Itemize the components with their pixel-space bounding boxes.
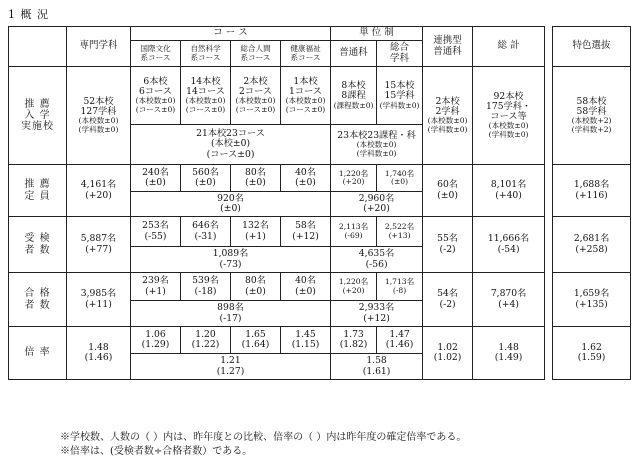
bairitsu-course-kenko: 1.45 (1.15) (281, 327, 331, 354)
teiin-course-kenko: 40名 (±0) (281, 165, 331, 192)
footnotes (60, 431, 466, 458)
teiin-course-kokusai: 240名 (±0) (131, 165, 181, 192)
entrance-summary-table (8, 26, 631, 380)
teiin-sokei: 8,101名 (+40) (473, 165, 545, 217)
header-course-shizen: 自然科学 系コース (181, 41, 231, 67)
schools-sokei: 92本校 175学科・ コース等 (本校数±0) (学科数±0) (473, 67, 545, 165)
header-tani-group: 単 位 制 (331, 27, 423, 41)
column-gap (545, 327, 553, 380)
header-course-group: コ ー ス (131, 27, 331, 41)
schools-course-kokusai: 6本校 6コース (本校数±0) (コース±0) (131, 67, 181, 125)
schools-sogo: 15本校 15学科 (学科数±0) (377, 67, 423, 125)
header-sokei: 総 計 (473, 27, 545, 67)
bairitsu-course-sogo-ningen: 1.65 (1.64) (231, 327, 281, 354)
section-heading: 1 概 況 (8, 8, 49, 21)
header-futsu: 普通科 (331, 41, 377, 67)
teiin-course-total: 920名 (±0) (131, 192, 331, 217)
gokaku-course-total: 898名 (-17) (131, 301, 331, 327)
schools-tokushoku: 58本校 58学科 (本校数+2) (学科数+2) (553, 67, 631, 165)
bairitsu-course-kokusai: 1.06 (1.29) (131, 327, 181, 354)
jyuken-futsu: 2,113名 (-69) (331, 217, 377, 247)
teiin-course-shizen: 560名 (±0) (181, 165, 231, 192)
header-course-kenko: 健康福祉 系コース (281, 41, 331, 67)
row-label-schools: 推 薦 入 学 実施校 (9, 67, 67, 165)
bairitsu-sokei: 1.48 (1.49) (473, 327, 545, 380)
bairitsu-renkei: 1.02 (1.02) (423, 327, 473, 380)
bairitsu-sogo: 1.47 (1.46) (377, 327, 423, 354)
header-course-sogo-ningen: 総合人間 系コース (231, 41, 281, 67)
schools-senmon: 52本校 127学科 (本校数±0) (学科数±0) (67, 67, 131, 165)
teiin-sogo: 1,740名 (±0) (377, 165, 423, 192)
header-tokushoku: 特色選抜 (553, 27, 631, 67)
jyuken-course-kokusai: 253名 (-55) (131, 217, 181, 247)
teiin-tokushoku: 1,688名 (+116) (553, 165, 631, 217)
header-sogo: 総合 学科 (377, 41, 423, 67)
bairitsu-futsu: 1.73 (1.82) (331, 327, 377, 354)
row-label-bairitsu: 倍 率 (9, 327, 67, 380)
bairitsu-tokushoku: 1.62 (1.59) (553, 327, 631, 380)
schools-course-sogo-ningen: 2本校 2コース (本校数±0) (コース±0) (231, 67, 281, 125)
bairitsu-tani-total: 1.58 (1.61) (331, 354, 423, 380)
teiin-futsu: 1,220名 (+20) (331, 165, 377, 192)
row-label-jyuken: 受 検 者 数 (9, 217, 67, 273)
jyuken-course-shizen: 646名 (-31) (181, 217, 231, 247)
bairitsu-senmon: 1.48 (1.46) (67, 327, 131, 380)
gokaku-sogo: 1,713名 (-8) (377, 273, 423, 301)
footnote-comparison: ※学校数、人数の（ ）内は、昨年度との比較、倍率の（ ）内は昨年度の確定倍率である。 (60, 432, 467, 443)
schools-renkei: 2本校 2学科 (本校数±0) (学科数±0) (423, 67, 473, 165)
gokaku-course-kenko: 40名 (±0) (281, 273, 331, 301)
jyuken-course-total: 1,089名 (-73) (131, 247, 331, 273)
bairitsu-course-shizen: 1.20 (1.22) (181, 327, 231, 354)
schools-course-kenko: 1本校 1コース (本校数±0) (コース±0) (281, 67, 331, 125)
gokaku-senmon: 3,985名 (+11) (67, 273, 131, 327)
gokaku-course-sogo-ningen: 80名 (±0) (231, 273, 281, 301)
jyuken-renkei: 55名 (-2) (423, 217, 473, 273)
teiin-renkei: 60名 (±0) (423, 165, 473, 217)
row-label-teiin: 推 薦 定 員 (9, 165, 67, 217)
jyuken-senmon: 5,887名 (+77) (67, 217, 131, 273)
teiin-tani-total: 2,960名 (+20) (331, 192, 423, 217)
teiin-senmon: 4,161名 (+20) (67, 165, 131, 217)
gokaku-sokei: 7,870名 (+4) (473, 273, 545, 327)
schools-futsu: 8本校 8課程 (課程数±0) (331, 67, 377, 125)
footnote-ratio: ※倍率は、(受検者数÷合格者数）である。 (60, 445, 253, 457)
jyuken-course-sogo-ningen: 132名 (+1) (231, 217, 281, 247)
jyuken-sogo: 2,522名 (+13) (377, 217, 423, 247)
schools-course-total: 21本校23コース (本校±0) (コース±0) (131, 125, 331, 165)
header-course-kokusai: 国際文化 系コース (131, 41, 181, 67)
column-gap (545, 67, 553, 165)
gokaku-futsu: 1,220名 (+20) (331, 273, 377, 301)
header-blank (9, 27, 67, 67)
bairitsu-course-total: 1.21 (1.27) (131, 354, 331, 380)
gokaku-tani-total: 2,933名 (+12) (331, 301, 423, 327)
gokaku-renkei: 54名 (-2) (423, 273, 473, 327)
jyuken-tokushoku: 2,681名 (+258) (553, 217, 631, 273)
schools-tani-total: 23本校23課程・科 (本校数±0) (学科数±0) (331, 125, 423, 165)
jyuken-tani-total: 4,635名 (-56) (331, 247, 423, 273)
jyuken-course-kenko: 58名 (+12) (281, 217, 331, 247)
row-label-gokaku: 合 格 者 数 (9, 273, 67, 327)
gokaku-course-kokusai: 239名 (+1) (131, 273, 181, 301)
schools-course-shizen: 14本校 14コース (本校数±0) (コース±0) (181, 67, 231, 125)
column-gap (545, 27, 553, 67)
teiin-course-sogo-ningen: 80名 (±0) (231, 165, 281, 192)
column-gap (545, 217, 553, 273)
header-renkei: 連携型 普通科 (423, 27, 473, 67)
column-gap (545, 273, 553, 327)
gokaku-tokushoku: 1,659名 (+135) (553, 273, 631, 327)
gokaku-course-shizen: 539名 (-18) (181, 273, 231, 301)
column-gap (545, 165, 553, 217)
header-senmon: 専門学科 (67, 27, 131, 67)
jyuken-sokei: 11,666名 (-54) (473, 217, 545, 273)
